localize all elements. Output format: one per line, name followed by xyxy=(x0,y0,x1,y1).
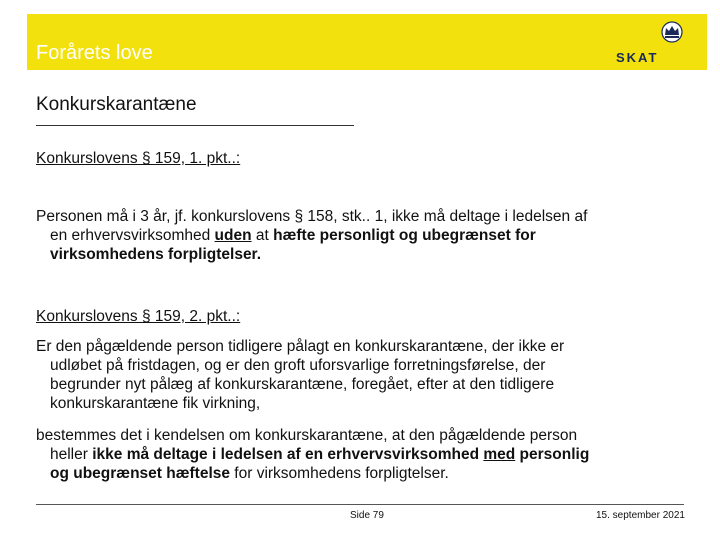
logo-wordmark: SKAT xyxy=(616,50,659,65)
s1-line2 xyxy=(36,226,696,245)
slide-title: Forårets love xyxy=(36,42,153,64)
s2p2-text: heller xyxy=(50,446,93,463)
section1-heading: Konkurslovens § 159, 1. pkt..: xyxy=(36,150,241,167)
section1-paragraph xyxy=(36,207,696,264)
s2p2-emph: og ubegrænset hæftelse xyxy=(50,465,230,482)
s2p2-line2 xyxy=(36,445,696,464)
skat-logo xyxy=(616,18,688,66)
section2-paragraph2 xyxy=(36,426,696,483)
s2-line4: konkurskarantæne fik virkning, xyxy=(50,395,261,412)
s2p2-line1: bestemmes det i kendelsen om konkurskarantæne, at den pågældende person xyxy=(36,427,578,444)
s2p2-text: for virksomhedens forpligtelser. xyxy=(230,465,449,482)
s1-text: en erhvervsvirksomhed xyxy=(50,227,215,244)
s2-line3: begrunder nyt pålæg af konkurskarantæne, foregået, efter at den tidligere xyxy=(50,376,555,393)
crown-icon xyxy=(662,22,682,42)
s2-line1: Er den pågældende person tidligere pålagt en konkurskarantæne, der ikke er xyxy=(36,338,565,355)
section2-heading-block xyxy=(36,307,696,326)
footer-date: 15. september 2021 xyxy=(596,510,685,521)
section2-heading: Konkurslovens § 159, 2. pkt..: xyxy=(36,308,241,325)
footer-divider xyxy=(36,504,684,505)
s1-text: at xyxy=(251,227,274,244)
s1-line1: Personen må i 3 år, jf. konkurslovens § 158, stk.. 1, ikke må deltage i ledelsen af xyxy=(36,208,588,225)
s1-emph: hæfte personligt og ubegrænset for xyxy=(273,227,536,244)
s2p2-emph: personlig xyxy=(515,446,590,463)
s1-emph: virksomhedens forpligtelser. xyxy=(50,246,262,263)
section1-heading-block xyxy=(36,149,696,168)
s2p2-emph: ikke må deltage i ledelsen af en erhvervsvirksomhed xyxy=(92,446,484,463)
s2-line2: udløbet på fristdagen, og er den groft uforsvarlige forretningsførelse, der xyxy=(50,357,546,374)
s1-line3 xyxy=(36,245,696,264)
section2-paragraph1 xyxy=(36,337,696,413)
s1-emph-uden: uden xyxy=(214,227,252,244)
subtitle-divider xyxy=(36,125,354,126)
page-number: Side 79 xyxy=(350,510,384,521)
section-subtitle: Konkurskarantæne xyxy=(36,94,197,115)
s2p2-emph-med: med xyxy=(483,446,516,463)
s2p2-line3 xyxy=(36,464,696,483)
